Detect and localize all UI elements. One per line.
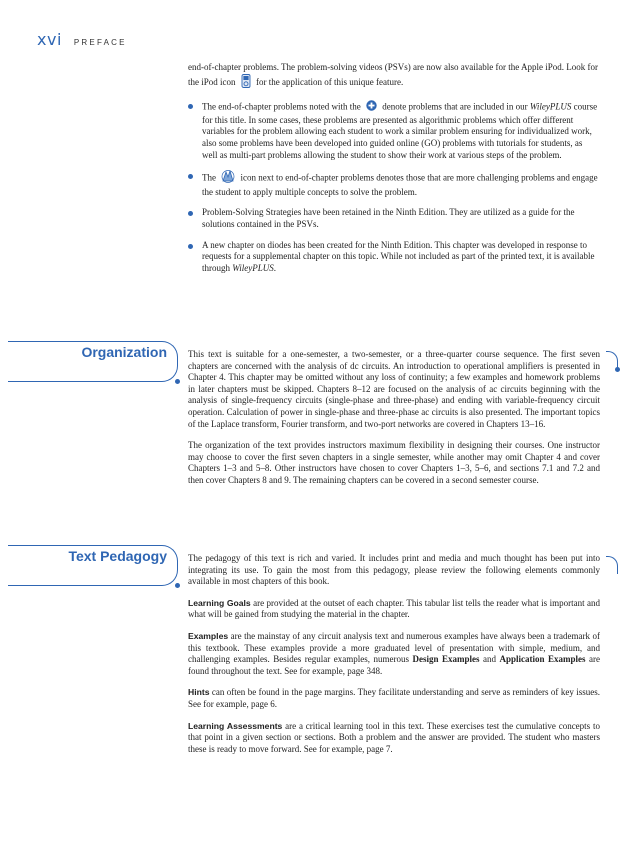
page-number: xvi bbox=[37, 30, 62, 49]
paragraph-examples: Examples are the mainstay of any circuit analysis text and numerous examples have always been a trademark of this textbook. These examples provide a more graduated level of presentation with simple, medium, and challenging examples. Besides regular examples, numerous Design Examples and Application Examples are found throughout the text. See for example, page 348. bbox=[188, 630, 601, 676]
pedagogy-body bbox=[188, 553, 600, 755]
label-dot-icon bbox=[175, 583, 180, 588]
list-item: The icon next to end-of-chapter problems denotes those that are more challenging problems and engage the student to apply multiple concepts to solve the problem. bbox=[188, 170, 600, 198]
list-item: Problem-Solving Strategies have been retained in the Ninth Edition. They are utilized as a guide for the solutions contained in the PSVs. bbox=[188, 207, 600, 230]
organization-body bbox=[188, 349, 600, 487]
paragraph: The organization of the text provides instructors maximum flexibility in designing their courses. One instructor may choose to cover the first seven chapters in a single semester, while another may omit Chapter 4 and cover Chapters 1–3 and 5–8. Other instructors have chosen to cover Chapters 1–3, 5–6, and sections 7.1 and 7.2 and then cover Chapters 8 and 9. The remaining chapters can be covered in a second semester course. bbox=[188, 440, 600, 485]
section-title: Text Pedagogy bbox=[68, 548, 167, 564]
section-label-organization bbox=[8, 341, 178, 382]
label-dot-icon bbox=[175, 379, 180, 384]
paragraph-learning-assessments: Learning Assessments are a critical learning tool in this text. These exercises test the cumulative concepts to that point in a given section or sections. Both a problem and the answer are provided. The student who masters these is ready to move forward. See for example, page 7. bbox=[188, 720, 600, 754]
paragraph: The pedagogy of this text is rich and varied. It includes print and media and much thought has been put into integrating its use. To gain the most from this pedagogy, please review the following elements commonly available in most chapters of this book. bbox=[188, 553, 600, 587]
running-title: PREFACE bbox=[73, 38, 127, 47]
bullet-icon bbox=[188, 244, 193, 249]
section-label-text-pedagogy bbox=[8, 545, 178, 586]
list-item: A new chapter on diodes has been created for the Ninth Edition. This chapter was developed in response to requests for a supplemental chapter on this topic. While not included as part of the printed text, it is available through WileyPLUS. bbox=[188, 240, 600, 275]
plus-circle-icon bbox=[366, 100, 377, 115]
ipod-icon bbox=[241, 74, 251, 92]
bullet-icon bbox=[188, 174, 193, 179]
bullet-icon bbox=[188, 104, 193, 109]
paragraph-hints: Hints can often be found in the page margins. They facilitate understanding and serve as reminders of key issues. See for example, page 6. bbox=[188, 687, 600, 709]
challenge-icon bbox=[221, 170, 235, 187]
running-head bbox=[37, 30, 127, 50]
feature-list bbox=[188, 62, 600, 283]
list-item: The end-of-chapter problems noted with the denote problems that are included in our WileyPLUS course for this title. In some cases, these problems are presented as algorithmic problems which offer different variables for the problem allowing each student to work a similar problem ensuring for individualized work, also some problems have been developed into guided online (GO) problems with tutorials for students, as well as multi-part problems allowing the student to show their work at various steps of the problem. bbox=[188, 100, 600, 161]
bracket-decoration bbox=[606, 556, 618, 574]
section-title: Organization bbox=[81, 344, 167, 360]
bracket-dot-icon bbox=[615, 367, 620, 372]
bullet-icon bbox=[188, 211, 193, 216]
paragraph: This text is suitable for a one-semester, a two-semester, or a three-quarter course sequence. The first seven chapters are concerned with the analysis of dc circuits. An introduction to operational amplifiers is presented in Chapter 4. This chapter may be omitted without any loss of continuity; a few examples and homework problems in later chapters must be skipped. Chapters 8–12 are focused on the analysis of ac circuits beginning with the analysis of single-frequency circuits (single-phase and three-phase) and ending with variable-frequency circuit operation. Calculation of power in single-phase and three-phase ac circuits is also presented. The important topics of the Laplace transform, Fourier transform, and two-port networks are covered in Chapters 13–16. bbox=[188, 349, 600, 429]
paragraph-learning-goals: Learning Goals are provided at the outset of each chapter. This tabular list tells the reader what is important and what will be gained from studying the material in the chapter. bbox=[188, 597, 600, 620]
list-item: end-of-chapter problems. The problem-solving videos (PSVs) are now also available for the Apple iPod. Look for the iPod icon for the application of this unique feature. bbox=[188, 62, 600, 91]
